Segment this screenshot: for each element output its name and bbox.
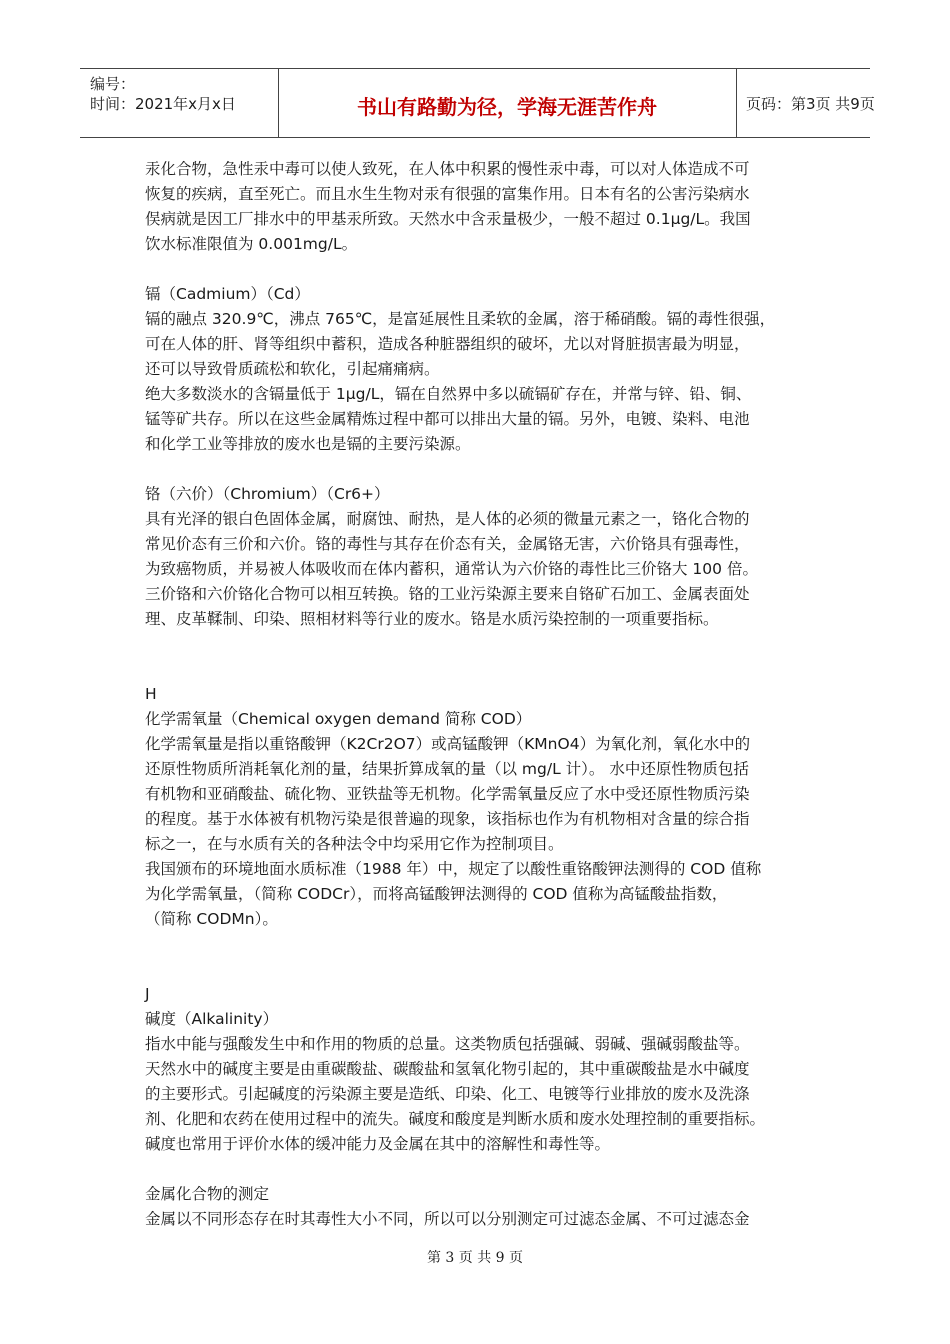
paragraph-line: 还原性物质所消耗氧化剂的量，结果折算成氧的量（以 mg/L 计）。 水中还原性物质包括 [145, 760, 749, 778]
paragraph-line: 有机物和亚硝酸盐、硫化物、亚铁盐等无机物。化学需氧量反应了水中受还原性物质污染 [145, 785, 750, 803]
paragraph-line: 标之一，在与水质有关的各种法令中均采用它作为控制项目。 [145, 835, 564, 853]
paragraph-line: 俣病就是因工厂排水中的甲基汞所致。天然水中含汞量极少，一般不超过 0.1μg/L。我国 [145, 210, 751, 228]
paragraph-line: 和化学工业等排放的废水也是镉的主要污染源。 [145, 435, 471, 453]
header-meta-cell [80, 69, 279, 137]
paragraph-line: 具有光泽的银白色固体金属，耐腐蚀、耐热，是人体的必须的微量元素之一，铬化合物的 [145, 510, 750, 528]
paragraph-line: （简称 CODMn）。 [145, 910, 278, 928]
document-body [145, 157, 815, 1232]
header-page-code: 页码：第3页 共9页 [746, 95, 875, 113]
paragraph-line: 还可以导致骨质疏松和软化，引起痛痛病。 [145, 360, 440, 378]
document-number-label: 编号： [90, 75, 136, 93]
paragraph-line: 锰等矿共存。所以在这些金属精炼过程中都可以排出大量的镉。另外，电镀、染料、电池 [145, 410, 750, 428]
paragraph-line: 的主要形式。引起碱度的污染源主要是造纸、印染、化工、电镀等行业排放的废水及洗涤 [145, 1085, 750, 1103]
document-date-label: 时间：2021年x月x日 [90, 95, 236, 113]
paragraph-line: 化学需氧量是指以重铬酸钾（K2Cr2O7）或高锰酸钾（KMnO4）为氧化剂，氧化水中的 [145, 735, 751, 753]
index-letter-h: H [145, 685, 157, 703]
section-title-alkalinity: 碱度（Alkalinity） [145, 1010, 279, 1028]
paragraph-line: 为致癌物质，并易被人体吸收而在体内蓄积，通常认为六价铬的毒性比三价铬大 100 倍。 [145, 560, 758, 578]
header-motto: 书山有路勤为径，学海无涯苦作舟 [357, 95, 657, 119]
index-letter-j: J [145, 985, 150, 1003]
paragraph-line: 碱度也常用于评价水体的缓冲能力及金属在其中的溶解性和毒性等。 [145, 1135, 611, 1153]
paragraph-line: 我国颁布的环境地面水质标准（1988 年）中，规定了以酸性重铬酸钾法测得的 COD 值称 [145, 860, 762, 878]
page-header [80, 68, 875, 138]
paragraph-line: 汞化合物，急性汞中毒可以使人致死，在人体中积累的慢性汞中毒，可以对人体造成不可 [145, 160, 750, 178]
paragraph-line: 绝大多数淡水的含镉量低于 1μg/L，镉在自然界中多以硫镉矿存在，并常与锌、铅、铜、 [145, 385, 752, 403]
paragraph-line: 为化学需氧量，（简称 CODCr），而将高锰酸钾法测得的 COD 值称为高锰酸盐指数， [145, 885, 728, 903]
paragraph-line: 的程度。基于水体被有机物污染是很普遍的现象，该指标也作为有机物相对含量的综合指 [145, 810, 750, 828]
paragraph-line: 天然水中的碱度主要是由重碳酸盐、碳酸盐和氢氧化物引起的，其中重碳酸盐是水中碱度 [145, 1060, 750, 1078]
paragraph-line: 可在人体的肝、肾等组织中蓄积，造成各种脏器组织的破坏，尤以对肾脏损害最为明显， [145, 335, 750, 353]
paragraph-line: 常见价态有三价和六价。铬的毒性与其存在价态有关，金属铬无害，六价铬具有强毒性， [145, 535, 750, 553]
paragraph-line: 镉的融点 320.9℃，沸点 765℃，是富延展性且柔软的金属，溶于稀硝酸。镉的毒性很强， [145, 310, 776, 328]
section-title-metal: 金属化合物的测定 [145, 1185, 270, 1203]
header-page-cell [736, 69, 875, 137]
paragraph-line: 剂、化肥和农药在使用过程中的流失。碱度和酸度是判断水质和废水处理控制的重要指标。 [145, 1110, 766, 1128]
page-footer: 第 3 页 共 9 页 [426, 1250, 524, 1266]
paragraph-line: 饮水标准限值为 0.001mg/L。 [145, 235, 358, 253]
header-motto-cell [278, 69, 737, 137]
paragraph-line: 三价铬和六价铬化合物可以相互转换。铬的工业污染源主要来自铬矿石加工、金属表面处 [145, 585, 750, 603]
section-title-chromium: 铬（六价）（Chromium）（Cr6+） [145, 485, 390, 503]
paragraph-line: 理、皮革鞣制、印染、照相材料等行业的废水。铬是水质污染控制的一项重要指标。 [145, 610, 719, 628]
section-title-cadmium: 镉（Cadmium）（Cd） [145, 285, 310, 303]
paragraph-line: 指水中能与强酸发生中和作用的物质的总量。这类物质包括强碱、弱碱、强碱弱酸盐等。 [145, 1035, 750, 1053]
paragraph-line: 恢复的疾病，直至死亡。而且水生生物对汞有很强的富集作用。日本有名的公害污染病水 [145, 185, 750, 203]
section-title-cod: 化学需氧量（Chemical oxygen demand 简称 COD） [145, 710, 532, 728]
paragraph-line: 金属以不同形态存在时其毒性大小不同，所以可以分别测定可过滤态金属、不可过滤态金 [145, 1210, 750, 1228]
